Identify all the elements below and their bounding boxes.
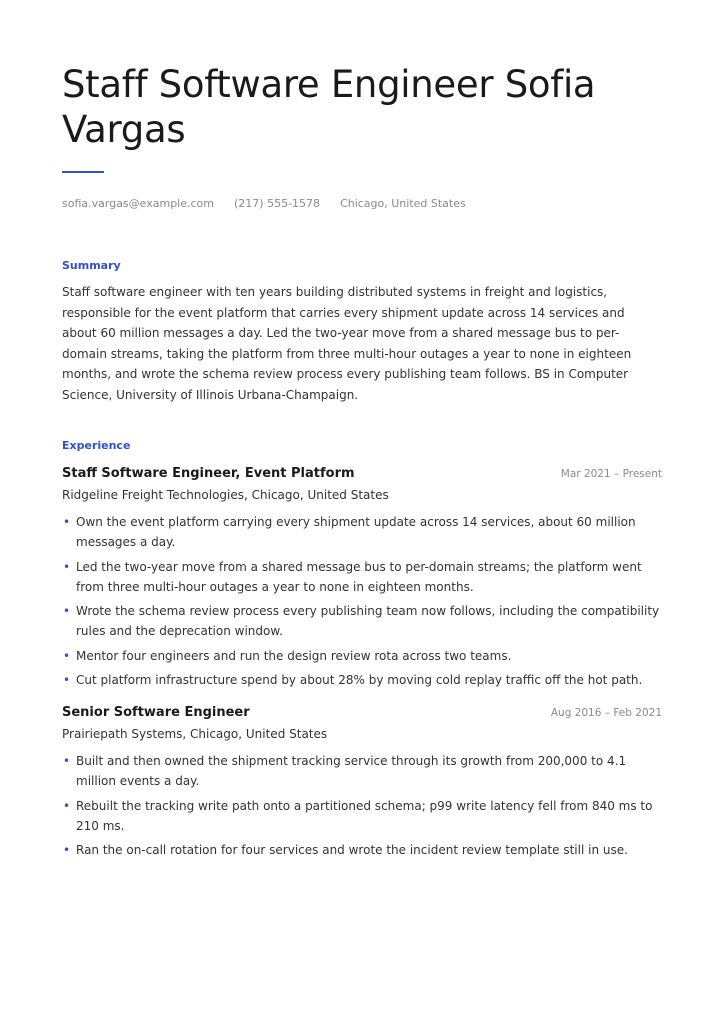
bullet-text: Mentor four engineers and run the design review rota across two teams. [76, 648, 512, 663]
bullet-item [62, 796, 662, 836]
accent-rule [62, 171, 104, 173]
bullet-dot-icon: • [63, 559, 71, 574]
bullet-dot-icon: • [63, 604, 71, 618]
bullet-text: Wrote the schema review process every publishing team now follows, including the compatibility rules and the deprecation window. [76, 604, 660, 638]
job-company: Prairiepath Systems, Chicago, United States [62, 727, 328, 741]
bullet-item [62, 601, 662, 641]
experience-heading: Experience [62, 439, 131, 452]
contact-phone[interactable]: (217) 555-1578 [234, 197, 321, 210]
job-entry [62, 465, 662, 690]
bullet-dot-icon: • [63, 515, 71, 529]
bullet-item [62, 751, 662, 791]
job-company: Ridgeline Freight Technologies, Chicago, United States [62, 488, 389, 502]
job-bullets [62, 751, 662, 860]
contact-location: Chicago, United States [340, 197, 466, 210]
job-title: Staff Software Engineer, Event Platform [62, 466, 355, 481]
bullet-text: Built and then owned the shipment tracking service through its growth from 200,000 to 4.1 million events a day. [76, 754, 627, 788]
bullet-dot-icon: • [63, 798, 71, 813]
bullet-item [62, 670, 662, 690]
bullet-dot-icon: • [63, 843, 71, 857]
job-entry [62, 704, 662, 860]
summary-text: Staff software engineer with ten years building distributed systems in freight and logistics, responsible for the event platform that carries every shipment update across 14 services and about 60 million messages a day. Led the two-year move from a shared message bus to per-domain streams, taking the platform from three multi-hour outages a year to none in eighteen months, and wrote the schema review process every publishing team follows. BS in Computer Science, University of Illinois Urbana-Champaign. [62, 285, 632, 402]
job-dates: Aug 2016 – Feb 2021 [550, 707, 662, 719]
job-header [62, 465, 662, 483]
bullet-text: Rebuilt the tracking write path onto a partitioned schema; p99 write latency fell from 840 ms to 210 ms. [76, 798, 653, 833]
job-title: Senior Software Engineer [62, 705, 250, 720]
job-bullets [62, 512, 662, 690]
bullet-text: Led the two-year move from a shared message bus to per-domain streams; the platform went from three multi-hour outages a year to none in eighteen months. [76, 559, 642, 594]
bullet-item [62, 512, 662, 552]
bullet-dot-icon: • [63, 754, 71, 768]
contact-line [62, 197, 662, 211]
job-header [62, 704, 662, 722]
bullet-text: Ran the on-call rotation for four services and wrote the incident review template still in use. [76, 843, 628, 857]
bullet-text: Cut platform infrastructure spend by about 28% by moving cold replay traffic off the hot path. [76, 673, 643, 687]
bullet-item [62, 646, 662, 666]
contact-email[interactable]: sofia.vargas@example.com [62, 197, 214, 210]
bullet-item [62, 840, 662, 860]
summary-heading: Summary [62, 259, 121, 272]
candidate-name: Staff Software Engineer Sofia Vargas [62, 63, 596, 151]
bullet-text: Own the event platform carrying every shipment update across 14 services, about 60 million messages a day. [76, 515, 636, 549]
bullet-item [62, 557, 662, 597]
bullet-dot-icon: • [63, 673, 71, 687]
bullet-dot-icon: • [63, 648, 71, 663]
job-dates: Mar 2021 – Present [560, 468, 662, 480]
